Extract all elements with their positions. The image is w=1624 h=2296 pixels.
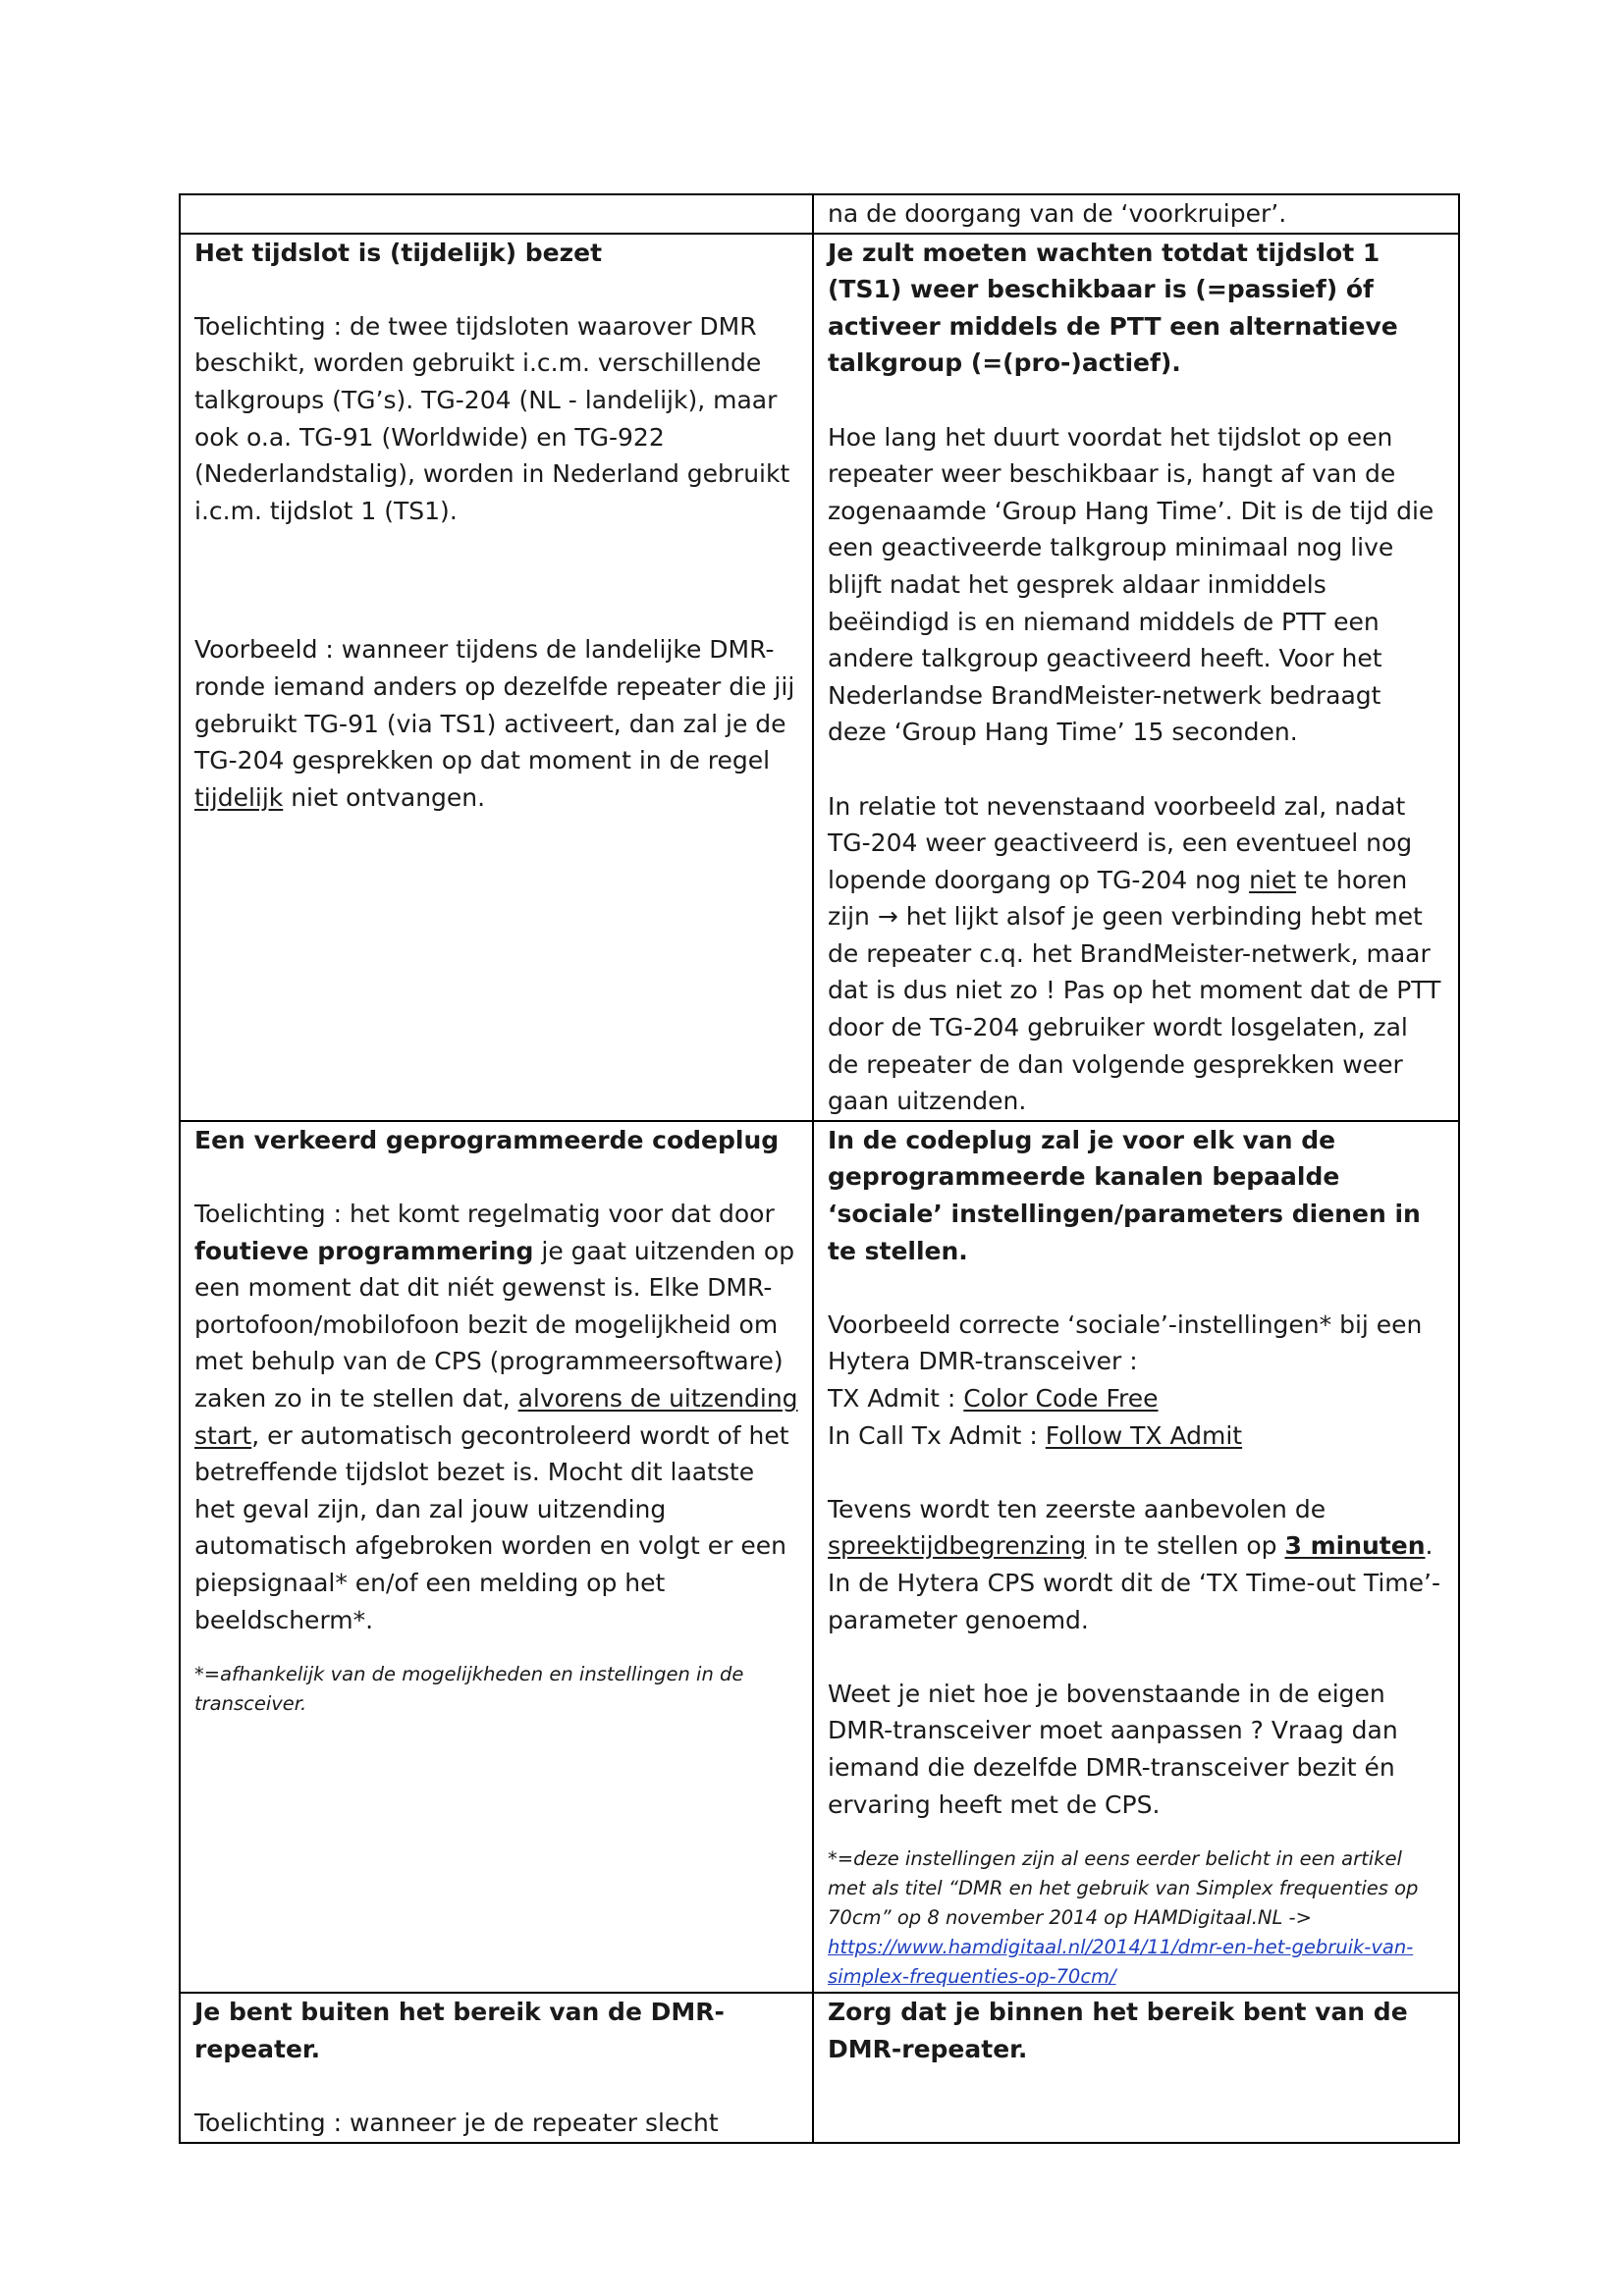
problem-title: Een verkeerd geprogrammeerde codeplug: [194, 1125, 780, 1154]
solution-cell: [813, 234, 1459, 1121]
problem-cell: [180, 1993, 813, 2142]
problem-explanation: Toelichting : het komt regelmatig voor dat door foutieve programmering je gaat uitzenden op een moment dat dit niét gewenst is. Elke DMR-portofoon/mobilofoon bezit de mogelijkheid om met behulp van de CPS (programmeersoftware) zaken zo in te stellen dat, alvorens de uitzending start, er automatisch gecontroleerd wordt of het betreffende tijdslot bezet is. Mocht dit laatste het geval zijn, dan zal jouw uitzending automatisch afgebroken worden en volgt er een piepsignaal* en/of een melding op het beeldscherm*.: [194, 1200, 798, 1634]
problem-title: Je bent buiten het bereik van de DMR-repeater.: [194, 1998, 725, 2063]
setting-tx-admit: TX Admit : Color Code Free: [828, 1384, 1159, 1413]
continuation-text: na de doorgang van de ‘voorkruiper’.: [828, 199, 1287, 228]
table-row: [180, 194, 1459, 234]
solution-paragraph: In relatie tot nevenstaand voorbeeld zal, nadat TG-204 weer geactiveerd is, een eventueel nog lopende doorgang op TG-204 nog niet te horen zijn → het lijkt alsof je geen verbinding hebt met de repeater c.q. het BrandMeister-netwerk, maar dat is dus niet zo ! Pas op het moment dat de PTT door de TG-204 gebruiker wordt losgelaten, zal de repeater de dan volgende gesprekken weer gaan uitzenden.: [828, 791, 1441, 1116]
hamdigitaal-link[interactable]: https://www.hamdigitaal.nl/2014/11/dmr-en-het-gebruik-van-simplex-frequenties-op-70cm/: [828, 1936, 1414, 1989]
footnote: *=deze instellingen zijn al eens eerder belicht in een artikel met als titel “DMR en het gebruik van Simplex frequenties op 70cm” op 8 november 2014 op HAMDigitaal.NL -> https://www.hamdigitaal.nl/2014/11/dmr-en-het-gebruik-van-simplex-frequenties-op-70cm/: [828, 1847, 1419, 1989]
problem-explanation: Toelichting : wanneer je de repeater slecht: [194, 2108, 719, 2137]
problem-example: Voorbeeld : wanneer tijdens de landelijke DMR-ronde iemand anders op dezelfde repeater die jij gebruikt TG-91 (via TS1) activeert, dan zal je de TG-204 gesprekken op dat moment in de regel tijdelijk niet ontvangen.: [194, 635, 795, 812]
problem-cell: [180, 234, 813, 1121]
solution-title: Zorg dat je binnen het bereik bent van de DMR-repeater.: [828, 1998, 1408, 2063]
solution-title: Je zult moeten wachten totdat tijdslot 1 (TS1) weer beschikbaar is (=passief) óf activeer middels de PTT een alternatieve talkgroup (=(pro-)actief).: [828, 238, 1398, 378]
table-cell: [813, 194, 1459, 234]
solution-cell: [813, 1121, 1459, 1993]
solution-paragraph: Hoe lang het duurt voordat het tijdslot op een repeater weer beschikbaar is, hangt af van de zogenaamde ‘Group Hang Time’. Dit is de tijd die een geactiveerde talkgroup minimaal nog live blijft nadat het gesprek aldaar inmiddels beëindigd is en niemand middels de PTT een andere talkgroup geactiveerd heeft. Voor het Nederlandse BrandMeister-netwerk bedraagt deze ‘Group Hang Time’ 15 seconden.: [828, 422, 1435, 747]
problem-title: Het tijdslot is (tijdelijk) bezet: [194, 238, 603, 267]
table-row: [180, 234, 1459, 1121]
table-row: [180, 1121, 1459, 1993]
underlined-word: niet: [1249, 865, 1297, 894]
arrow-right-icon: →: [877, 902, 898, 932]
problem-explanation: Toelichting : de twee tijdsloten waarover DMR beschikt, worden gebruikt i.c.m. verschillende talkgroups (TG’s). TG-204 (NL - landelijk), maar ook o.a. TG-91 (Worldwide) en TG-922 (Nederlandstalig), worden in Nederland gebruikt i.c.m. tijdslot 1 (TS1).: [194, 311, 790, 525]
troubleshooting-table: [179, 193, 1460, 2144]
table-cell-empty: [180, 194, 813, 234]
solution-paragraph: Weet je niet hoe je bovenstaande in de eigen DMR-transceiver moet aanpassen ? Vraag dan iemand die dezelfde DMR-transceiver bezit én ervaring heeft met de CPS.: [828, 1679, 1398, 1819]
solution-paragraph: Tevens wordt ten zeerste aanbevolen de spreektijdbegrenzing in te stellen op 3 minuten. In de Hytera CPS wordt dit de ‘TX Time-out Time’-parameter genoemd.: [828, 1494, 1440, 1634]
settings-intro: Voorbeeld correcte ‘sociale’-instellingen* bij een Hytera DMR-transceiver :: [828, 1309, 1423, 1376]
solution-cell: [813, 1993, 1459, 2142]
underlined-word: tijdelijk: [194, 782, 284, 812]
footnote: *=afhankelijk van de mogelijkheden en instellingen in de transceiver.: [194, 1663, 744, 1716]
setting-in-call-tx-admit: In Call Tx Admit : Follow TX Admit: [828, 1420, 1243, 1450]
problem-cell: [180, 1121, 813, 1993]
solution-title: In de codeplug zal je voor elk van de geprogrammeerde kanalen bepaalde ‘sociale’ instellingen/parameters dienen in te stellen.: [828, 1125, 1421, 1265]
table-row: [180, 1993, 1459, 2142]
